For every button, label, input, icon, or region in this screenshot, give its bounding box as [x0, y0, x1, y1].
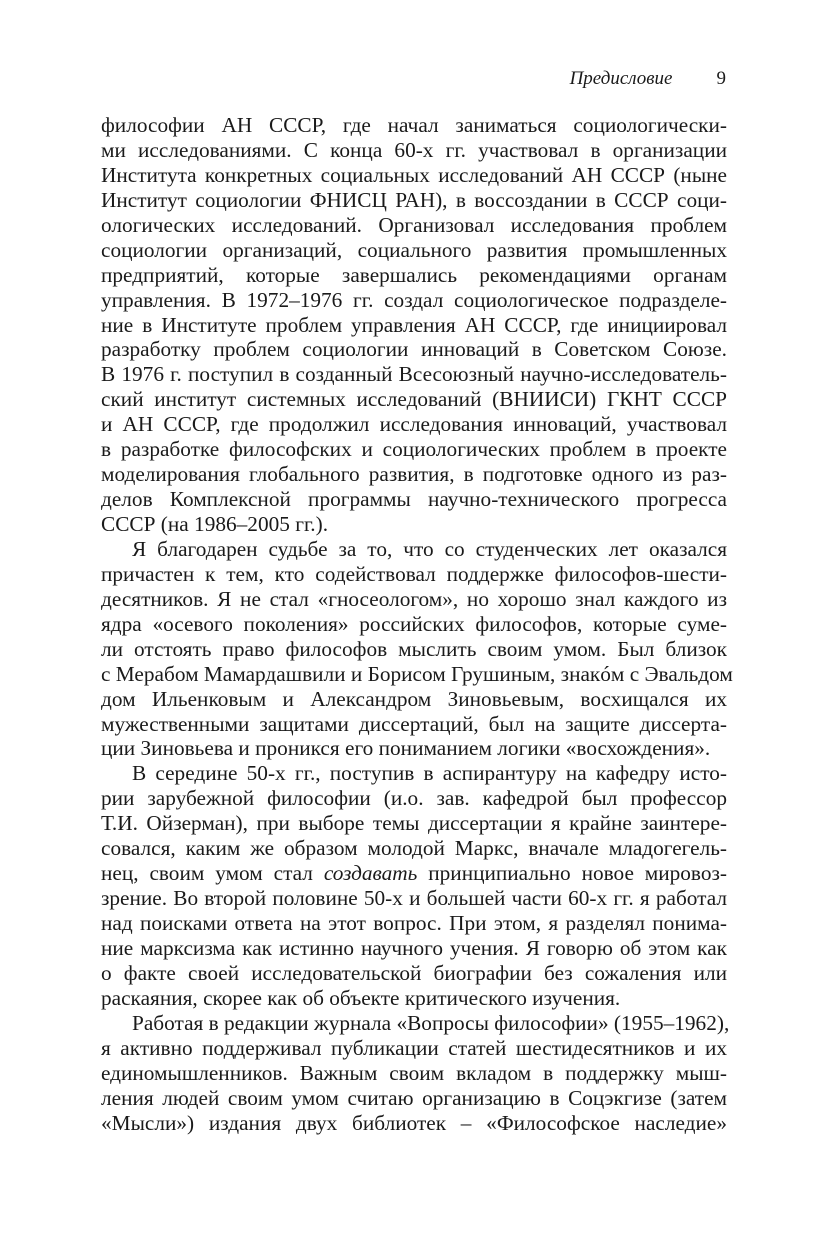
- text-line: делов Комплексной программы научно-технического прогресса: [101, 487, 727, 512]
- page-number: 9: [716, 68, 726, 89]
- text-line: совался, каким же образом молодой Маркс, вначале младогегель-: [101, 836, 727, 861]
- text-line: социологии организаций, социального развития промышленных: [101, 237, 727, 262]
- text-line: Институт социологии ФНИСЦ РАН), в воссоздании в СССР соци-: [101, 187, 727, 212]
- text-line: раскаяния, скорее как об объекте критического изучения.: [101, 985, 621, 1010]
- text-line: «Мысли») издания двух библиотек – «Философское наследие»: [101, 1110, 727, 1135]
- text-line: ние марксизма как истинно научного учения. Я говорю об этом как: [101, 935, 727, 960]
- running-head-title: Предисловие: [569, 68, 673, 89]
- body-text: [101, 113, 733, 1135]
- text-line: моделирования глобального развития, в подготовке одного из раз-: [101, 462, 727, 487]
- text-line: философии АН СССР, где начал заниматься социологически-: [101, 113, 727, 137]
- text-line: [101, 861, 727, 886]
- text-line: ми исследованиями. С конца 60-х гг. участвовал в организации: [101, 137, 727, 162]
- text-line: десятников. Я не стал «гносеологом», но хорошо знал каждого из: [101, 586, 727, 611]
- text-line: дом Ильенковым и Александром Зиновьевым, восхищался их: [101, 686, 727, 711]
- text-line: управления. В 1972–1976 гг. создал социологическое подразделе-: [101, 287, 727, 312]
- text-fragment: принципиально новое мировоз-: [417, 861, 728, 886]
- text-line: СССР (на 1986–2005 гг.).: [101, 512, 329, 536]
- text-line: Работая в редакции журнала «Вопросы философии» (1955–1962),: [132, 1010, 730, 1035]
- text-line: ядра «осевого поколения» российских философов, которые суме-: [101, 611, 727, 636]
- text-line: разработку проблем социологии инноваций в Советском Союзе.: [101, 337, 727, 362]
- emphasized-word: создавать: [323, 861, 418, 886]
- text-line: и АН СССР, где продолжил исследования инноваций, участвовал: [101, 412, 727, 437]
- text-line: ологических исследований. Организовал исследования проблем: [101, 212, 727, 237]
- text-line: ский институт системных исследований (ВНИИСИ) ГКНТ СССР: [101, 387, 727, 412]
- text-line: предприятий, которые завершались рекомендациями органам: [101, 262, 727, 287]
- text-fragment: нец, своим умом стал: [101, 861, 324, 886]
- text-line: В середине 50-х гг., поступив в аспирантуру на кафедру исто-: [132, 761, 727, 786]
- text-line: мужественными защитами диссертаций, был на защите диссерта-: [101, 711, 727, 736]
- text-line: ли отстоять право философов мыслить своим умом. Был близок: [101, 636, 727, 661]
- text-line: я активно поддерживал публикации статей шестидесятников и их: [101, 1035, 727, 1060]
- text-line: В 1976 г. поступил в созданный Всесоюзный научно-исследователь-: [101, 362, 727, 387]
- text-line: Института конкретных социальных исследований АН СССР (ныне: [101, 162, 727, 187]
- running-head: [570, 66, 726, 92]
- text-line: ления людей своим умом считаю организацию в Соцэкгизе (затем: [101, 1085, 727, 1110]
- text-line: ции Зиновьева и проникся его пониманием логики «восхождения».: [101, 736, 711, 761]
- text-line: в разработке философских и социологических проблем в проекте: [101, 437, 727, 462]
- text-line: Т.И. Ойзерман), при выборе темы диссертации я крайне заинтере-: [101, 811, 727, 836]
- text-line: причастен к тем, кто содействовал поддержке философов-шести-: [101, 561, 727, 586]
- text-line: рии зарубежной философии (и.о. зав. кафедрой был профессор: [101, 786, 727, 811]
- text-line: над поисками ответа на этот вопрос. При этом, я разделял понима-: [101, 911, 727, 935]
- text-line: зрение. Во второй половине 50-х и большей части 60-х гг. я работал: [101, 886, 727, 911]
- text-line: Я благодарен судьбе за то, что со студенческих лет оказался: [132, 536, 727, 561]
- text-line: ние в Институте проблем управления АН СССР, где инициировал: [101, 312, 727, 337]
- text-line: с Мерабом Мамардашвили и Борисом Грушиным, знакóм с Эвальдом: [101, 661, 733, 686]
- text-line: единомышленников. Важным своим вкладом в поддержку мыш-: [101, 1060, 727, 1085]
- text-line: о факте своей исследовательской биографии без сожаления или: [101, 960, 727, 985]
